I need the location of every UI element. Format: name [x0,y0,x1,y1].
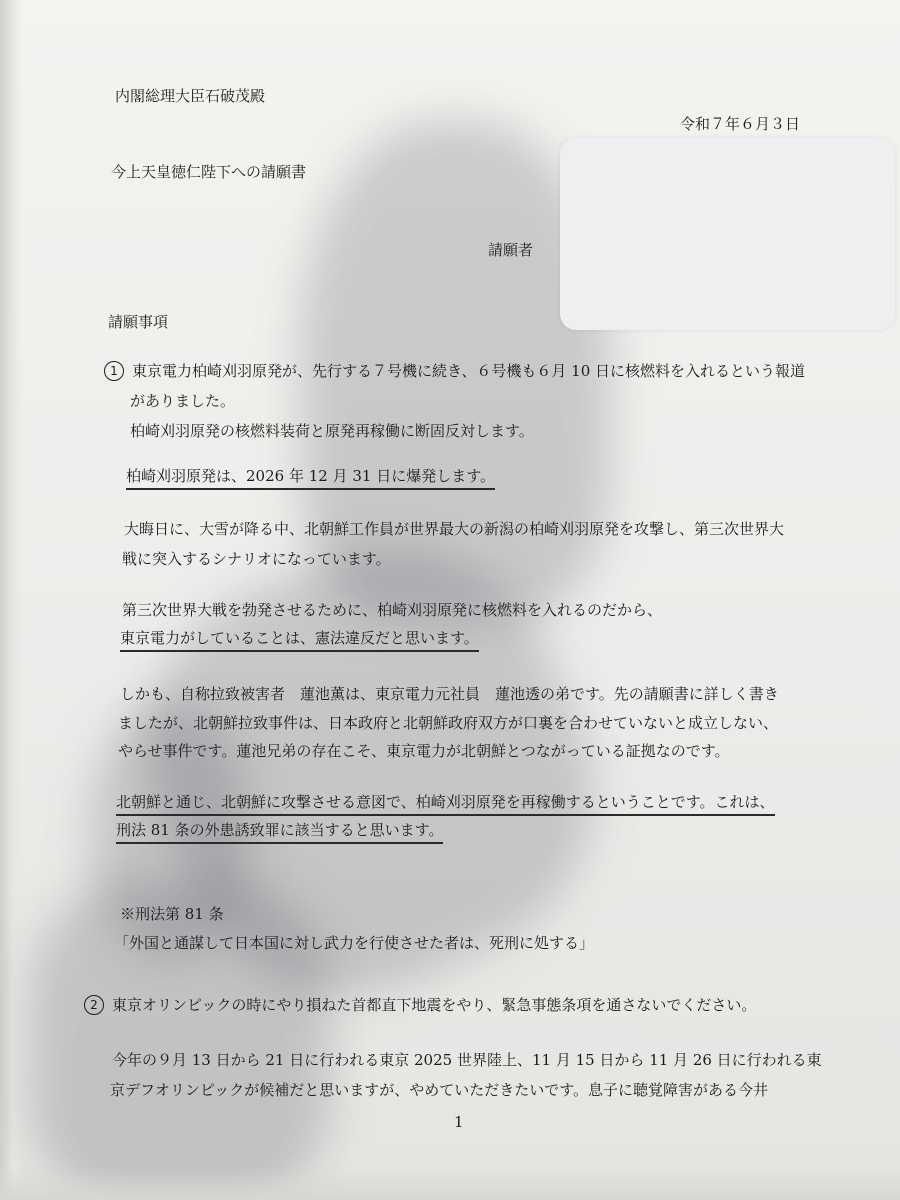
constitution-claim-text: 東京電力がしていることは、憲法違反だと思います。 [120,628,479,652]
explosion-claim [126,466,495,490]
ww3-line: 第三次世界大戦を勃発させるために、柏崎刈羽原発に核燃料を入れるのだから、 [122,601,663,619]
hasuike-line: しかも、自称拉致被害者 蓮池薫は、東京電力元社員 蓮池透の弟です。先の請願書に詳しく書き [120,685,779,703]
paper-bottom-edge [0,1168,900,1200]
explosion-claim-text: 柏崎刈羽原発は、2026 年 12 月 31 日に爆発します。 [126,466,495,490]
redacted-area [560,138,895,330]
conclusion-line [116,820,443,844]
law-reference: ※刑法第 81 条 [120,905,224,923]
scenario-line: 戦に突入するシナリオになっています。 [122,550,391,568]
item-1-line: がありました。 [130,392,236,410]
date: 令和７年６月３日 [680,115,801,133]
conclusion-line-text: 北朝鮮と通じ、北朝鮮に攻撃させる意図で、柏崎刈羽原発を再稼働するということです。これは、 [116,792,775,816]
item-1-line: 柏崎刈羽原発の核燃料装荷と原発再稼働に断固反対します。 [130,422,534,440]
page-number: 1 [454,1113,464,1131]
constitution-claim [120,628,479,652]
hasuike-line: ましたが、北朝鮮拉致事件は、日本政府と北朝鮮政府双方が口裏を合わせていないと成立しない、 [118,714,779,732]
item-1-line: 東京電力柏崎刈羽原発が、先行する７号機に続き、６号機も６月 10 日に核燃料を入れるという報道 [132,362,806,380]
conclusion-line-text: 刑法 81 条の外患誘致罪に該当すると思います。 [116,820,443,844]
item-2-number: 2 [84,995,104,1015]
scenario-line: 大晦日に、大雪が降る中、北朝鮮工作員が世界最大の新潟の柏崎刈羽原発を攻撃し、第三次世界大 [124,520,785,538]
item-2-line: 今年の９月 13 日から 21 日に行われる東京 2025 世界陸上、11 月 15 日から 11 月 26 日に行われる東 [112,1051,822,1069]
document-subject: 今上天皇徳仁陛下への請願書 [111,163,307,181]
paper-edge [0,0,22,1200]
conclusion-line [116,792,775,816]
hasuike-line: やらせ事件です。蓮池兄弟の存在こそ、東京電力が北朝鮮とつながっている証拠なのです。 [118,742,730,760]
petitioner-label: 請願者 [488,241,534,259]
item-2-line: 京デフオリンピックが候補だと思いますが、やめていただきたいです。息子に聴覚障害がある今井 [110,1081,769,1099]
addressee: 内閣総理大臣石破茂殿 [115,87,266,105]
item-1-number: 1 [104,361,124,381]
law-quote: 「外国と通謀して日本国に対し武力を行使させた者は、死刑に処する」 [114,934,595,952]
item-2-heading: 東京オリンピックの時にやり損ねた首都直下地震をやり、緊急事態条項を通さないでください。 [112,996,757,1014]
section-heading: 請願事項 [108,313,169,331]
